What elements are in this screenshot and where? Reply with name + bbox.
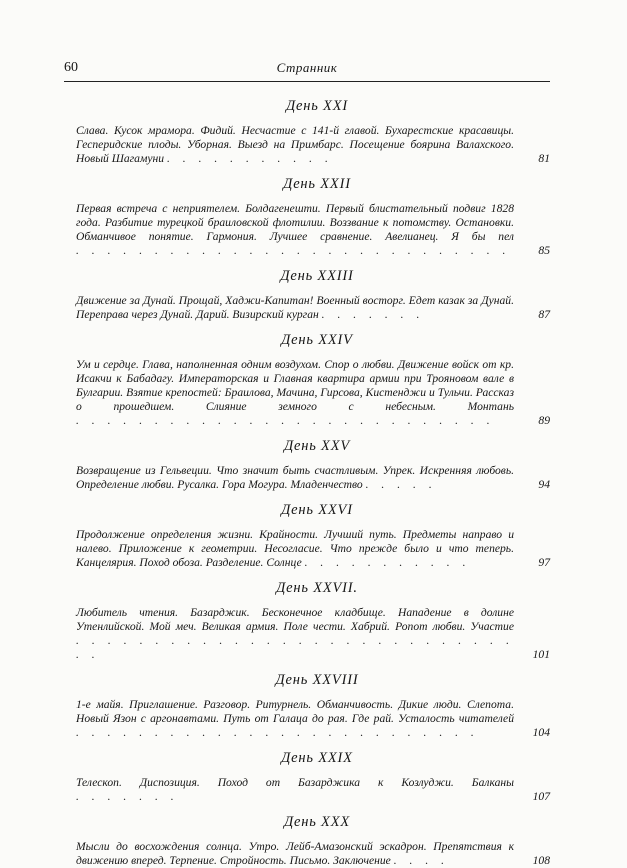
- section-entry: [76, 464, 550, 492]
- section-title: День XXVII.: [276, 580, 358, 596]
- entry-page-number: 81: [538, 152, 550, 165]
- toc-section: [76, 501, 550, 570]
- entry-page-number: 94: [538, 478, 550, 491]
- entry-page-number: 108: [532, 854, 550, 867]
- table-of-contents: [76, 97, 550, 868]
- page-number: 60: [64, 60, 78, 75]
- section-entry: [76, 124, 550, 166]
- entry-page-number: 101: [532, 648, 550, 661]
- section-title: День XXX: [283, 814, 351, 830]
- dot-leaders: . . . . . . . . . . .: [304, 556, 471, 569]
- entry-text: Любитель чтения. Базарджик. Бесконечное кладбище. Нападение в долине Утенлийской. Мой меч. Великая армия. Поле чести. Хабрий. Ропот любви. Участие: [76, 606, 514, 633]
- dot-leaders: . . . . . . . . . . . . . . . . . . . . . . . . . . . . . .: [76, 634, 514, 661]
- toc-section: [76, 671, 550, 740]
- section-title: День XXIV: [281, 332, 353, 348]
- toc-section: [76, 175, 550, 258]
- section-title: День XXVI: [281, 502, 353, 518]
- header-rule: [64, 81, 550, 82]
- entry-page-number: 97: [538, 556, 550, 569]
- entry-page-number: 89: [538, 414, 550, 427]
- entry-page-number: 104: [532, 726, 550, 739]
- entry-text: Телескоп. Диспозиция. Поход от Базарджика к Козлуджи. Балканы: [76, 776, 514, 789]
- entry-text: 1-е майя. Приглашение. Разговор. Ритурнель. Обманчивость. Дикие люди. Слепота. Новый Язон с аргонавтами. Путь от Галаца до рая. Где рай. Усталость читателей: [76, 698, 514, 725]
- entry-page-number: 107: [532, 790, 550, 803]
- toc-section: [76, 267, 550, 322]
- section-title: День XXIX: [281, 750, 353, 766]
- page-header: [64, 60, 550, 82]
- section-entry: [76, 698, 550, 740]
- section-title: День XXII: [283, 176, 351, 192]
- section-entry: [76, 202, 550, 258]
- dot-leaders: . . . . . . .: [321, 308, 425, 321]
- entry-text: Движение за Дунай. Прощай, Хаджи-Капитан! Военный восторг. Едет казак за Дунай. Переправа через Дунай. Дарий. Визирский курган: [76, 294, 514, 321]
- dot-leaders: . . . . . . .: [76, 790, 179, 803]
- entry-text: Первая встреча с неприятелем. Болдагенешти. Первый блистательный подвиг 1828 года. Разбитие турецкой браиловской флотилии. Воззвание к потомству. Остановки. Обманчивое понятие. Гармония. Лучшее сравнение. Авелианец. Я бы пел: [76, 202, 514, 243]
- dot-leaders: . . . . . . . . . . . . . . . . . . . . . . . . . . .: [76, 414, 495, 427]
- toc-section: [76, 97, 550, 166]
- dot-leaders: . . . . .: [365, 478, 437, 491]
- toc-section: [76, 437, 550, 492]
- toc-section: [76, 579, 550, 662]
- toc-section: [76, 813, 550, 868]
- section-entry: [76, 840, 550, 868]
- section-entry: [76, 528, 550, 570]
- entry-text: Ум и сердце. Глава, наполненная одним воздухом. Спор о любви. Движение войск от кр. Исакчи к Бабадагу. Императорская и Главная квартира армии при Трояновом вале в Булгарии. Взятие крепостей: Браилова, Мачина, Гирсова, Кистенджи и Тульчи. Рассказ о прошедшем. Слияние земного с небесным. Монтань: [76, 358, 514, 413]
- section-title: День XXIII: [280, 268, 354, 284]
- dot-leaders: . . . . . . . . . . . . . . . . . . . . . . . . . .: [76, 726, 479, 739]
- entry-text: Продолжение определения жизни. Крайности. Лучший путь. Предметы направо и налево. Приложение к геометрии. Несогласие. Что прежде было и что теперь. Канцелярия. Поход обоза. Разделение. Солнце: [76, 528, 514, 569]
- section-title: День XXVIII: [275, 672, 359, 688]
- entry-page-number: 85: [538, 244, 550, 257]
- section-entry: [76, 358, 550, 428]
- dot-leaders: . . . .: [393, 854, 450, 867]
- section-title: День XXI: [285, 98, 349, 114]
- section-entry: [76, 606, 550, 662]
- toc-section: [76, 331, 550, 428]
- section-title: День XXV: [283, 438, 351, 454]
- entry-page-number: 87: [538, 308, 550, 321]
- section-entry: [76, 294, 550, 322]
- dot-leaders: . . . . . . . . . . .: [166, 152, 333, 165]
- entry-text: Возвращение из Гельвеции. Что значит быть счастливым. Упрек. Искренняя любовь. Определение любви. Русалка. Гора Могура. Младенчество: [76, 464, 514, 491]
- entry-text: Слава. Кусок мрамора. Фидий. Несчастие с 141-й главой. Бухарестские красавицы. Гесперидские плоды. Уборная. Выезд на Примбарс. Посещение боярина Валахского. Новый Шагамуни: [76, 124, 514, 165]
- dot-leaders: . . . . . . . . . . . . . . . . . . . . . . . . . . . .: [76, 244, 511, 257]
- toc-section: [76, 749, 550, 804]
- entry-text: Мысли до восхождения солнца. Утро. Лейб-Амазонский эскадрон. Препятствия к движению вперед. Терпение. Стройность. Письмо. Заключение: [76, 840, 514, 867]
- running-title: Странник: [276, 60, 338, 75]
